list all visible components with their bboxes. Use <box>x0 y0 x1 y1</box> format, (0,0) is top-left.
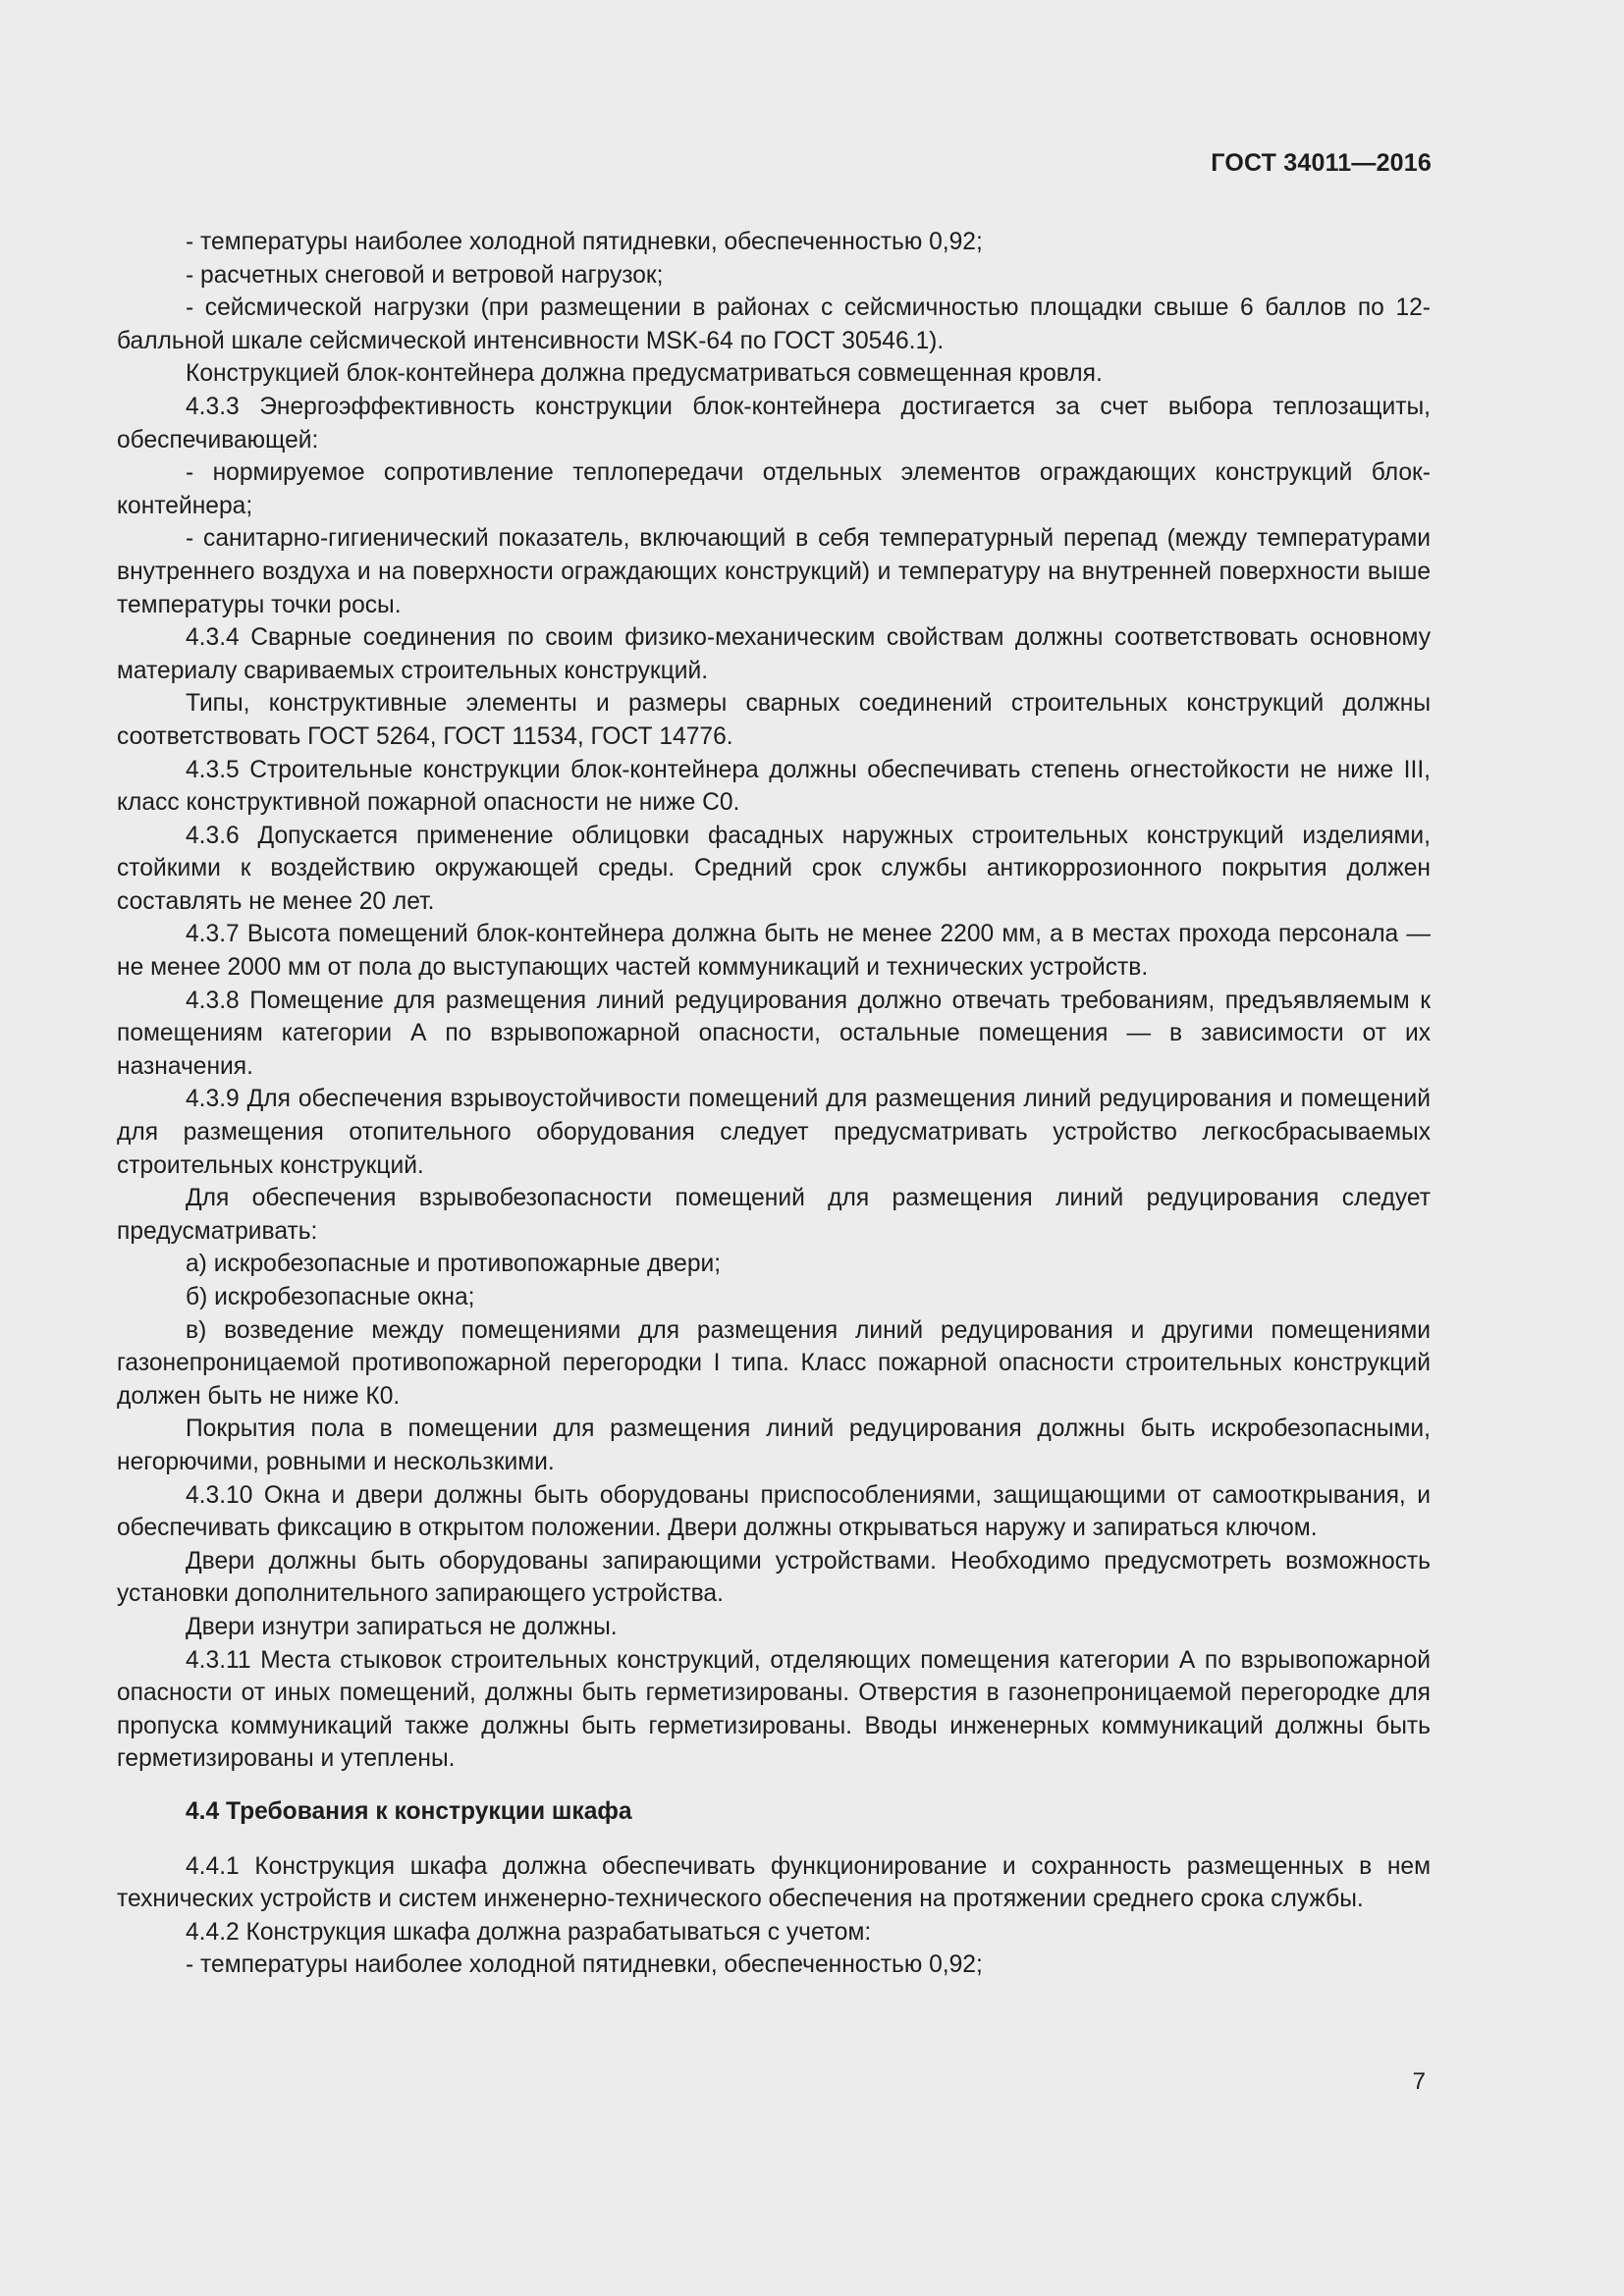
paragraph: 4.4.1 Конструкция шкафа должна обеспечивать функционирование и сохранность размещенных в нем технических устройств и систем инженерно-технического обеспечения на протяжении среднего срока службы. <box>117 1852 1431 1913</box>
paragraph: Двери изнутри запираться не должны. <box>186 1613 618 1640</box>
paragraph: а) искробезопасные и противопожарные двери; <box>186 1251 722 1278</box>
paragraph: 4.3.4 Сварные соединения по своим физико-механическим свойствам должны соответствовать основному материалу свариваемых строительных конструкций. <box>117 624 1431 684</box>
paragraph: 4.3.11 Места стыковок строительных конструкций, отделяющих помещения категории А по взрывопожарной опасности от иных помещений, должны быть герметизированы. Отверстия в газонепроницаемой перегородке для пропуска коммуникаций также должны быть герметизированы. Вводы инженерных коммуникаций должны быть герметизированы и утеплены. <box>117 1646 1431 1773</box>
paragraph: - нормируемое сопротивление теплопередачи отдельных элементов ограждающих конструкций блок-контейнера; <box>117 459 1431 519</box>
paragraph: - температуры наиболее холодной пятидневки, обеспеченностью 0,92; <box>186 229 983 255</box>
paragraph: 4.4.2 Конструкция шкафа должна разрабатываться с учетом: <box>186 1918 872 1946</box>
paragraph: Типы, конструктивные элементы и размеры сварных соединений строительных конструкций должны соответствовать ГОСТ 5264, ГОСТ 11534, ГОСТ 14776. <box>117 690 1431 750</box>
paragraph: - санитарно-гигиенический показатель, включающий в себя температурный перепад (между температурами внутреннего воздуха и на поверхности ограждающих конструкций) и температуру на внутренней поверхности выше температуры точки росы. <box>117 525 1431 618</box>
paragraph: 4.3.3 Энергоэффективность конструкции блок-контейнера достигается за счет выбора теплозащиты, обеспечивающей: <box>117 393 1431 454</box>
paragraph: Покрытия пола в помещении для размещения линий редуцирования должны быть искробезопасными, негорючими, ровными и нескользкими. <box>117 1415 1431 1475</box>
section-heading: 4.4 Требования к конструкции шкафа <box>186 1797 632 1825</box>
standard-header: ГОСТ 34011—2016 <box>1211 149 1432 177</box>
paragraph: 4.3.7 Высота помещений блок-контейнера должна быть не менее 2200 мм, а в местах прохода персонала — не менее 2000 мм от пола до выступающих частей коммуникаций и технических устройств. <box>117 921 1431 982</box>
paragraph: - сейсмической нагрузки (при размещении в районах с сейсмичностью площадки свыше 6 баллов по 12-балльной шкале сейсмической интенсивности MSK-64 по ГОСТ 30546.1). <box>117 294 1431 354</box>
paragraph: - температуры наиболее холодной пятидневки, обеспеченностью 0,92; <box>186 1951 983 1979</box>
paragraph: Для обеспечения взрывобезопасности помещений для размещения линий редуцирования следует предусматривать: <box>117 1185 1431 1245</box>
paragraph: 4.3.10 Окна и двери должны быть оборудованы приспособлениями, защищающими от самооткрывания, и обеспечивать фиксацию в открытом положении. Двери должны открываться наружу и запираться ключом. <box>117 1481 1431 1542</box>
paragraph: - расчетных снеговой и ветровой нагрузок; <box>186 261 664 289</box>
paragraph: 4.3.9 Для обеспечения взрывоустойчивости помещений для размещения линий редуцирования и помещений для размещения отопительного оборудования следует предусматривать устройство легкосбрасываемых строительных конструкций. <box>117 1086 1431 1179</box>
paragraph: 4.3.8 Помещение для размещения линий редуцирования должно отвечать требованиям, предъявляемым к помещениям категории А по взрывопожарной опасности, остальные помещения — в зависимости от их назначения. <box>117 987 1431 1080</box>
paragraph: 4.3.5 Строительные конструкции блок-контейнера должны обеспечивать степень огнестойкости не ниже III, класс конструктивной пожарной опасности не ниже С0. <box>117 756 1431 817</box>
paragraph: 4.3.6 Допускается применение облицовки фасадных наружных строительных конструкций изделиями, стойкими к воздействию окружающей среды. Средний срок службы антикоррозионного покрытия должен составлять не менее 20 лет. <box>117 822 1431 915</box>
page-number: 7 <box>1412 2068 1426 2095</box>
paragraph: в) возведение между помещениями для размещения линий редуцирования и другими помещениями газонепроницаемой противопожарной перегородки I типа. Класс пожарной опасности строительных конструкций должен быть не ниже К0. <box>117 1316 1431 1410</box>
paragraph: б) искробезопасные окна; <box>186 1284 475 1310</box>
paragraph: Двери должны быть оборудованы запирающими устройствами. Необходимо предусмотреть возможность установки дополнительного запирающего устройства. <box>117 1547 1431 1608</box>
document-body <box>117 226 1431 1982</box>
paragraph: Конструкцией блок-контейнера должна предусматриваться совмещенная кровля. <box>186 360 1103 388</box>
